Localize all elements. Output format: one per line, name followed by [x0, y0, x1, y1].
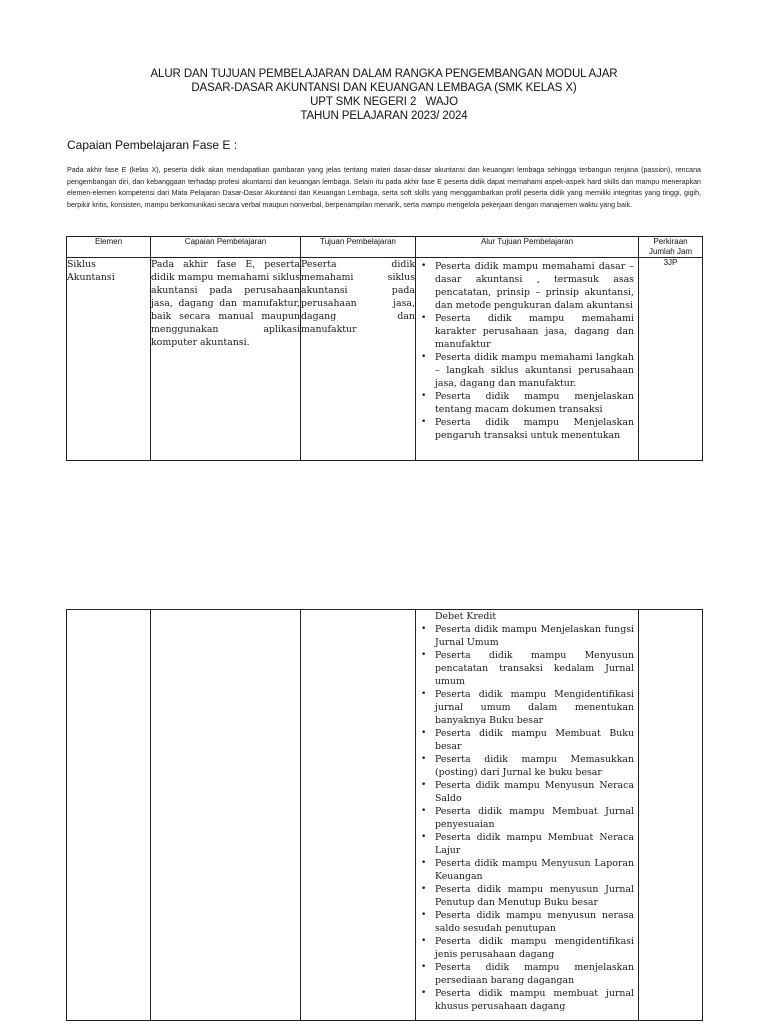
- header-perkiraan: [639, 237, 703, 258]
- atp-table-page1: [66, 236, 703, 461]
- section-title: Capaian Pembelajaran Fase E :: [67, 138, 238, 152]
- list-item: • Peserta didik mampu menyusun Jurnal Penutup dan Menutup Buku besar: [435, 883, 634, 909]
- header-title-line2: DASAR-DASAR AKUNTANSI DAN KEUANGAN LEMBAGA (SMK KELAS X): [191, 82, 577, 94]
- tujuan-text: Peserta didik memahami siklus akuntansi pada perusahaan jasa, dagang dan manufaktur: [301, 259, 415, 335]
- list-item: • Peserta didik mampu Menyusun pencatatan transaksi kedalam Jurnal umum: [435, 649, 634, 688]
- list-item: • Peserta didik mampu Membuat Jurnal penyesuaian: [435, 805, 634, 831]
- header-title-line1: ALUR DAN TUJUAN PEMBELAJARAN DALAM RANGKA PENGEMBANGAN MODUL AJAR: [150, 68, 618, 80]
- list-item-continued: Debet Kredit: [435, 611, 497, 622]
- list-item: • Peserta didik mampu memahami karakter perusahaan jasa, dagang dan manufaktur: [435, 312, 634, 351]
- list-item: • Peserta didik mampu menyusun nerasa saldo sesudah penutupan: [435, 909, 634, 935]
- list-item: • Peserta didik mampu Menjelaskan pengaruh transaksi untuk menentukan: [435, 416, 634, 442]
- list-item: • Peserta didik mampu membuat jurnal khusus perusahaan dagang: [435, 987, 634, 1013]
- intro-paragraph: Pada akhir fase E (kelas X), peserta didik akan mendapatkan gambaran yang jelas tentang materi dasar-dasar akuntansi dan keuangan lembaga sehingga terbangun renjana (passion), rencana pengembangan diri, dan kebanggaan terhadap profesi akuntansi dan keuangan lembaga. Selain itu pada akhir fase E peserta didik dapat memahami aspek-aspek hard skills dan mampu menerapkan elemen-elemen kompetensi dari Mata Pelajaran Dasar-Dasar Akuntansi dan Keuangan Lembaga, serta soft skills yang menggambarkan profil peserta didik yang memiliki integritas yang tinggi, gigih, berpikir kritis, konsisten, mampu berkomunikasi secara verbal maupun nonverbal, berpenampilan menarik, serta mampu mengelola pekerjaan dengan manajemen waktu yang baik.: [67, 166, 701, 209]
- table-row: [67, 610, 703, 1021]
- list-item: • Peserta didik mampu memahami dasar – dasar akuntansi , termasuk asas pencatatan, prinsip – prinsip akuntansi, dan metode pengukuran dalam akuntansi: [435, 260, 634, 312]
- alur-clip: [416, 260, 638, 458]
- table-row: [67, 258, 703, 461]
- header-tujuan: Tujuan Pembelajaran: [301, 237, 416, 258]
- cell-alur: [416, 258, 639, 461]
- capaian-text: Pada akhir fase E, peserta didik mampu memahami siklus akuntansi pada perusahaan jasa, dagang dan manufaktur, baik secara manual maupun menggunakan aplikasi komputer akuntansi.: [151, 259, 300, 348]
- header-elemen: Elemen: [67, 237, 151, 258]
- list-item: • Peserta didik mampu Memasukkan (posting) dari Jurnal ke buku besar: [435, 753, 634, 779]
- list-item: • Peserta didik mampu mengidentifikasi jenis perusahaan dagang: [435, 935, 634, 961]
- header-year: TAHUN PELAJARAN 2023/ 2024: [300, 110, 468, 122]
- list-item: • Peserta didik mampu Menyusun Laporan Keuangan: [435, 857, 634, 883]
- header-school: UPT SMK NEGERI 2 WAJO: [310, 96, 458, 108]
- document-header: [0, 67, 768, 123]
- list-item: • Peserta didik mampu Menjelaskan fungsi Jurnal Umum: [435, 623, 634, 649]
- atp-table-page2: [66, 609, 703, 1021]
- header-alur: Alur Tujuan Pembelajaran: [416, 237, 639, 258]
- alur-list: [416, 260, 638, 442]
- list-item: • Peserta didik mampu Membuat Buku besar: [435, 727, 634, 753]
- list-item: • Peserta didik mampu memahami langkah – langkah siklus akuntansi perusahaan jasa, dagang dan manufaktur.: [435, 351, 634, 390]
- cell-elemen-cont: [67, 610, 151, 1021]
- table-header-row: [67, 237, 703, 258]
- list-item: • Peserta didik mampu Menyusun Neraca Saldo: [435, 779, 634, 805]
- cell-tujuan-cont: [301, 610, 416, 1021]
- alur-list-cont: [416, 610, 638, 1013]
- cell-capaian: [151, 258, 301, 461]
- cell-elemen: [67, 258, 151, 461]
- cell-jam-cont: [639, 610, 703, 1021]
- header-perkiraan-line1: Perkiraan: [653, 237, 688, 246]
- list-item: • Peserta didik mampu Mengidentifikasi jurnal umum dalam menentukan banyaknya Buku besar: [435, 688, 634, 727]
- list-item: • Peserta didik mampu menjelaskan persediaan barang dagangan: [435, 961, 634, 987]
- header-capaian: Capaian Pembelajaran: [151, 237, 301, 258]
- cell-jam: 3JP: [639, 258, 703, 461]
- cell-capaian-cont: [151, 610, 301, 1021]
- cell-alur-cont: [416, 610, 639, 1021]
- list-item: • Peserta didik mampu menjelaskan tentang macam dokumen transaksi: [435, 390, 634, 416]
- cell-tujuan: [301, 258, 416, 461]
- header-perkiraan-line2: Jumlah Jam: [648, 247, 693, 256]
- list-item: • Peserta didik mampu Membuat Neraca Lajur: [435, 831, 634, 857]
- elemen-text: Siklus Akuntansi: [67, 259, 115, 283]
